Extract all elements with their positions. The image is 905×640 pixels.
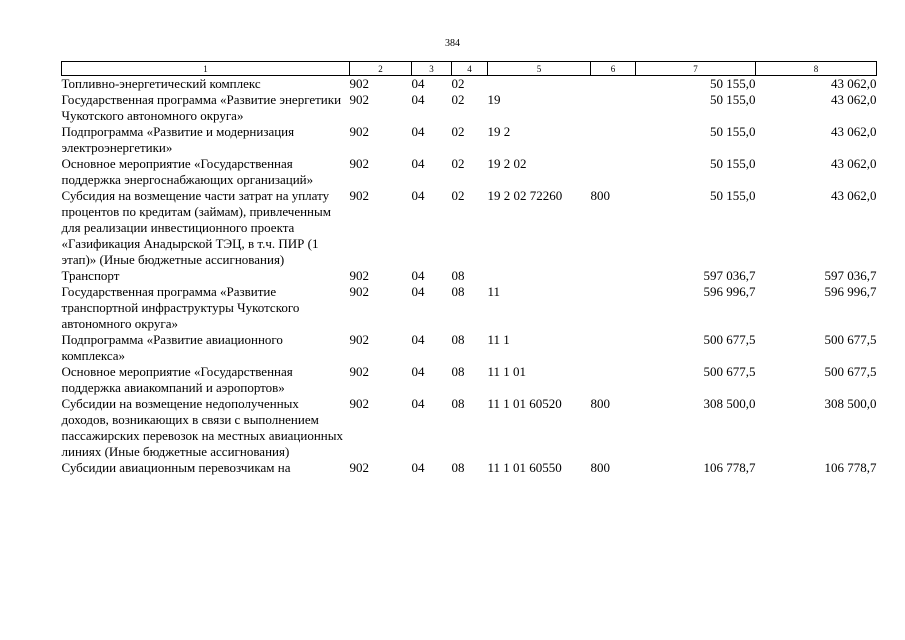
table-row — [62, 268, 877, 284]
row-amount-2: 43 062,0 — [831, 92, 877, 107]
row-expense-type-code: 800 — [590, 396, 610, 411]
row-admin-code: 902 — [349, 364, 369, 379]
column-header-4: 4 — [452, 62, 488, 76]
row-name: Основное мероприятие «Государственная поддержка авиакомпаний и аэропортов» — [61, 364, 293, 395]
row-amount-2: 43 062,0 — [831, 188, 877, 203]
row-admin-code: 902 — [349, 92, 369, 107]
row-section-code: 04 — [411, 76, 425, 91]
row-name: Субсидии на возмещение недополученных доходов, возникающих в связи с выполнением пассажирских перевозок на местных авиационных линиях (Иные бюджетные ассигнования) — [61, 396, 343, 459]
row-amount-1: 50 155,0 — [710, 124, 756, 139]
table-row — [62, 332, 877, 364]
row-amount-2: 43 062,0 — [831, 76, 877, 91]
row-section-code: 04 — [411, 156, 425, 171]
row-target-article-code: 11 1 01 — [487, 364, 527, 379]
column-header-2: 2 — [350, 62, 412, 76]
row-section-code: 04 — [411, 92, 425, 107]
row-amount-1: 50 155,0 — [710, 156, 756, 171]
table-row — [62, 460, 877, 476]
row-subsection-code: 08 — [451, 396, 465, 411]
column-header-6: 6 — [591, 62, 636, 76]
table-row — [62, 284, 877, 332]
row-amount-1: 106 778,7 — [703, 460, 756, 475]
row-amount-1: 50 155,0 — [710, 188, 756, 203]
row-amount-2: 43 062,0 — [831, 156, 877, 171]
row-amount-1: 597 036,7 — [703, 268, 756, 283]
row-amount-2: 596 996,7 — [824, 284, 877, 299]
row-section-code: 04 — [411, 188, 425, 203]
row-target-article-code: 19 — [487, 92, 501, 107]
row-name: Субсидии авиационным перевозчикам на — [61, 460, 291, 475]
row-expense-type-code — [591, 92, 636, 124]
table-row — [62, 156, 877, 188]
row-name: Субсидия на возмещение части затрат на уплату процентов по кредитам (займам), привлеченным для реализации инвестиционного проекта «Газификация Анадырской ТЭЦ, в т.ч. ПИР (1 этап)» (Иные бюджетные ассигнования) — [61, 188, 331, 267]
row-subsection-code: 02 — [451, 76, 465, 91]
table-row — [62, 364, 877, 396]
row-target-article-code: 11 1 — [487, 332, 510, 347]
row-subsection-code: 02 — [451, 124, 465, 139]
column-header-8: 8 — [756, 62, 877, 76]
row-expense-type-code — [591, 156, 636, 188]
row-name: Транспорт — [61, 268, 120, 283]
row-target-article-code — [488, 268, 591, 284]
row-target-article-code: 11 — [487, 284, 501, 299]
row-name: Подпрограмма «Развитие авиационного комплекса» — [61, 332, 283, 363]
row-section-code: 04 — [411, 460, 425, 475]
row-section-code: 04 — [411, 364, 425, 379]
row-subsection-code: 02 — [451, 156, 465, 171]
row-target-article-code — [488, 76, 591, 93]
row-expense-type-code: 800 — [590, 460, 610, 475]
row-amount-2: 597 036,7 — [824, 268, 877, 283]
row-subsection-code: 08 — [451, 364, 465, 379]
row-section-code: 04 — [411, 332, 425, 347]
row-expense-type-code — [591, 76, 636, 93]
row-amount-1: 50 155,0 — [710, 76, 756, 91]
table-row — [62, 76, 877, 93]
page-number: 384 — [445, 38, 460, 49]
row-subsection-code: 08 — [451, 268, 465, 283]
row-target-article-code: 11 1 01 60520 — [487, 396, 562, 411]
row-amount-1: 308 500,0 — [703, 396, 756, 411]
row-section-code: 04 — [411, 284, 425, 299]
row-section-code: 04 — [411, 268, 425, 283]
table-body — [62, 76, 877, 477]
column-header-3: 3 — [412, 62, 452, 76]
row-amount-1: 50 155,0 — [710, 92, 756, 107]
row-target-article-code: 19 2 02 72260 — [487, 188, 563, 203]
column-header-1: 1 — [62, 62, 350, 76]
row-amount-2: 308 500,0 — [824, 396, 877, 411]
row-amount-2: 43 062,0 — [831, 124, 877, 139]
row-section-code: 04 — [411, 124, 425, 139]
table-row — [62, 124, 877, 156]
row-admin-code: 902 — [349, 124, 369, 139]
row-admin-code: 902 — [349, 188, 369, 203]
row-amount-1: 596 996,7 — [703, 284, 756, 299]
row-admin-code: 902 — [349, 268, 369, 283]
table-row — [62, 396, 877, 460]
column-header-5: 5 — [488, 62, 591, 76]
row-section-code: 04 — [411, 396, 425, 411]
row-name: Подпрограмма «Развитие и модернизация электроэнергетики» — [61, 124, 295, 155]
row-admin-code: 902 — [349, 460, 369, 475]
row-amount-1: 500 677,5 — [703, 364, 756, 379]
row-target-article-code: 11 1 01 60550 — [487, 460, 562, 475]
row-admin-code: 902 — [349, 284, 369, 299]
row-amount-2: 106 778,7 — [824, 460, 877, 475]
row-name: Основное мероприятие «Государственная поддержка энергоснабжающих организаций» — [61, 156, 314, 187]
row-subsection-code: 08 — [451, 332, 465, 347]
row-expense-type-code — [591, 332, 636, 364]
row-subsection-code: 08 — [451, 460, 465, 475]
row-target-article-code: 19 2 — [487, 124, 511, 139]
row-expense-type-code: 800 — [590, 188, 610, 203]
row-expense-type-code — [591, 124, 636, 156]
row-admin-code: 902 — [349, 76, 369, 91]
row-amount-2: 500 677,5 — [824, 332, 877, 347]
row-name: Топливно-энергетический комплекс — [61, 76, 261, 91]
row-expense-type-code — [591, 364, 636, 396]
row-expense-type-code — [591, 268, 636, 284]
row-name: Государственная программа «Развитие энергетики Чукотского автономного округа» — [61, 92, 342, 123]
row-subsection-code: 08 — [451, 284, 465, 299]
row-amount-1: 500 677,5 — [703, 332, 756, 347]
row-admin-code: 902 — [349, 156, 369, 171]
row-subsection-code: 02 — [451, 92, 465, 107]
budget-table — [61, 61, 877, 476]
row-expense-type-code — [591, 284, 636, 332]
row-admin-code: 902 — [349, 332, 369, 347]
header-row — [62, 62, 877, 76]
row-name: Государственная программа «Развитие транспортной инфраструктуры Чукотского автономного округа» — [61, 284, 300, 331]
table-header — [62, 62, 877, 76]
row-subsection-code: 02 — [451, 188, 465, 203]
row-admin-code: 902 — [349, 396, 369, 411]
table-row — [62, 92, 877, 124]
row-amount-2: 500 677,5 — [824, 364, 877, 379]
row-target-article-code: 19 2 02 — [487, 156, 527, 171]
table-row — [62, 188, 877, 268]
column-header-7: 7 — [636, 62, 756, 76]
